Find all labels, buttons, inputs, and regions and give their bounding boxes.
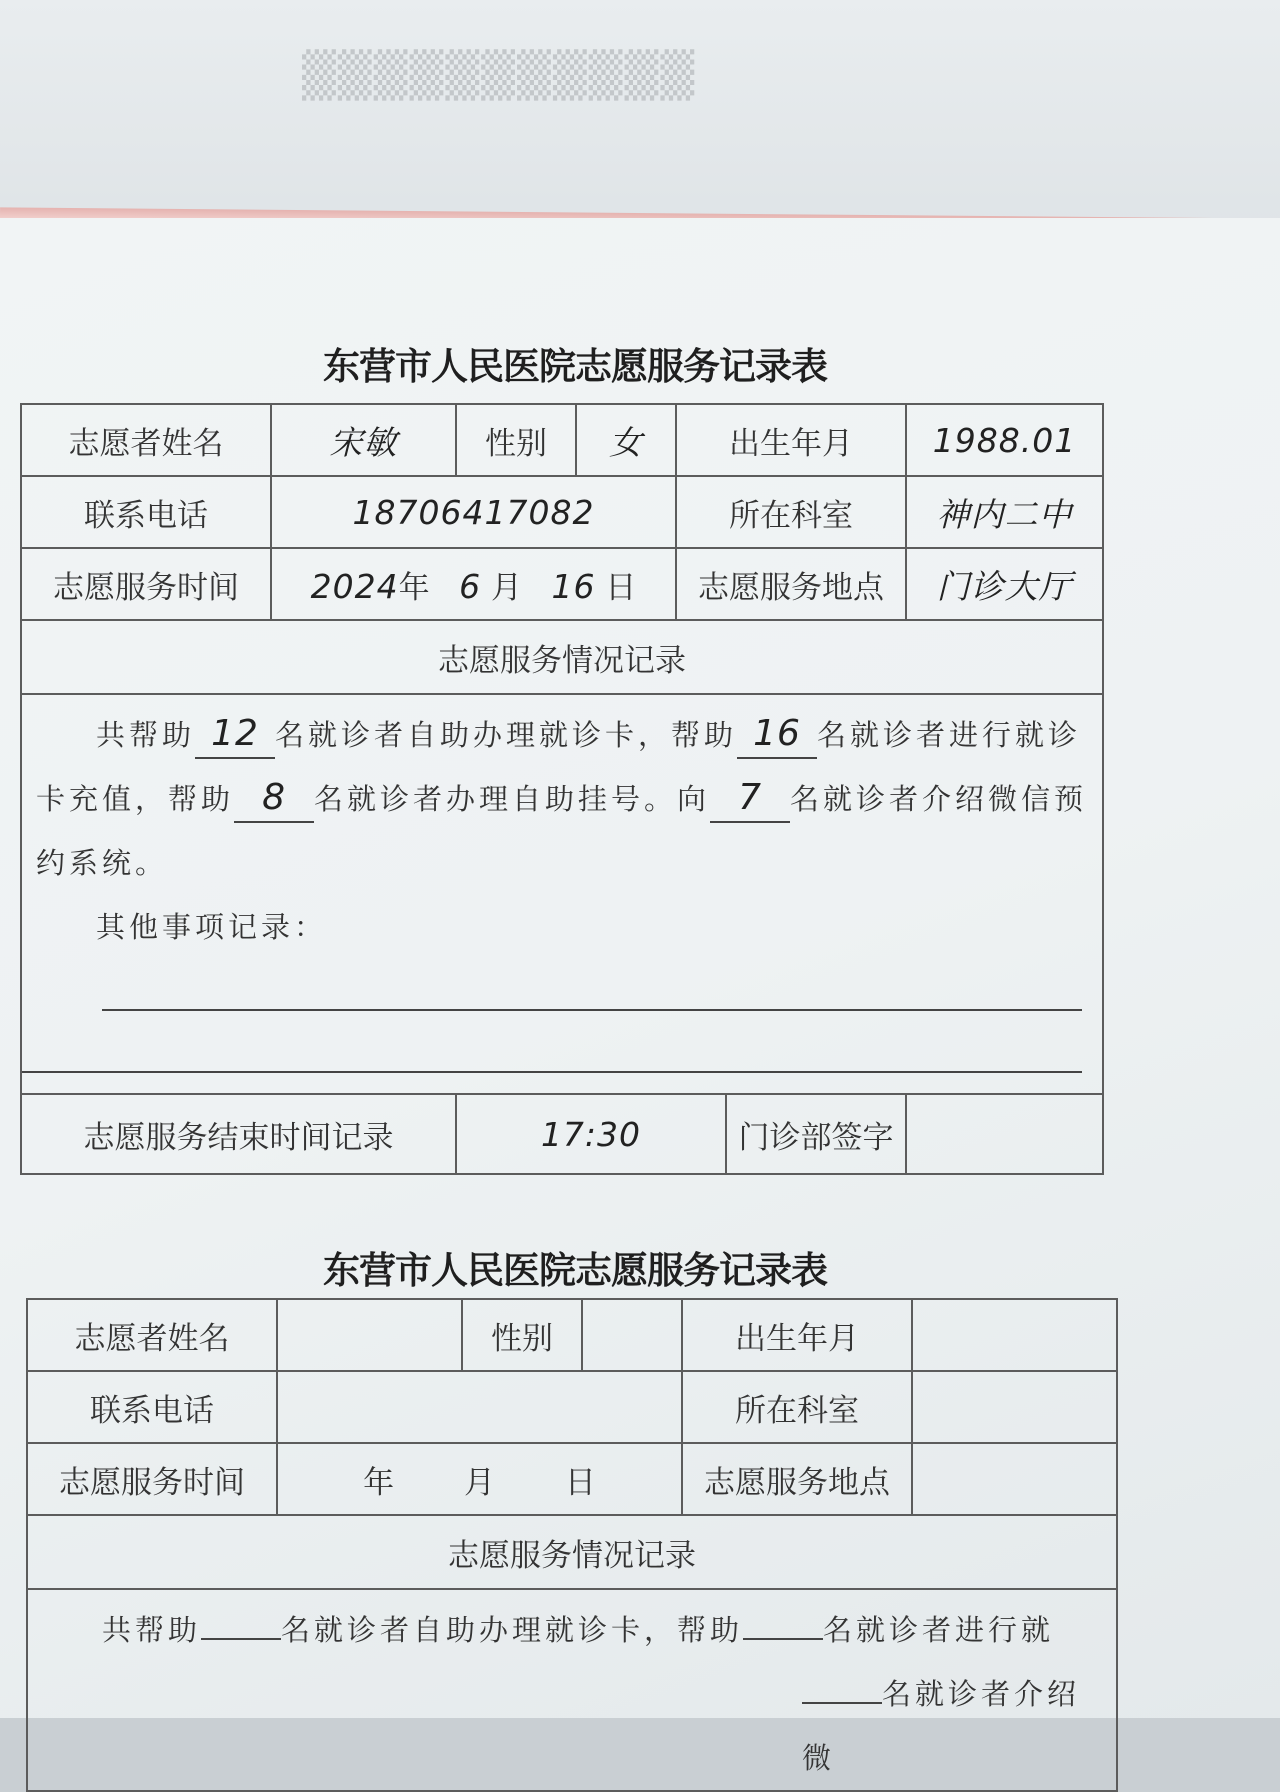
name-label: 志愿者姓名 [27,1299,277,1371]
background-page [0,0,1280,230]
department-value[interactable]: 神内二中 [906,476,1103,548]
service-date-value[interactable]: 2024年 6 月 16 日 [271,548,676,620]
blank-cards[interactable]: 12 [195,712,275,759]
blank-recharge[interactable]: 16 [737,712,817,759]
gender-label: 性别 [462,1299,582,1371]
record-form-filled [20,403,1104,1175]
form-title: 东营市人民医院志愿服务记录表 [323,344,827,388]
blank-registration[interactable]: 8 [234,776,314,823]
birth-label: 出生年月 [676,404,906,476]
record-form-blank [26,1298,1118,1792]
writing-line[interactable] [102,959,1082,1011]
service-record-body [27,1589,1117,1791]
service-time-label: 志愿服务时间 [21,548,271,620]
phone-label: 联系电话 [27,1371,277,1443]
other-items-label: 其他事项记录： [96,910,328,944]
section-heading: 志愿服务情况记录 [27,1515,1117,1589]
blank-wechat[interactable] [802,1702,882,1704]
birth-value[interactable] [912,1299,1117,1371]
location-value[interactable] [912,1443,1117,1515]
gender-label: 性别 [456,404,576,476]
phone-value[interactable]: 18706417082 [271,476,676,548]
end-time-value[interactable]: 17:30 [456,1094,726,1174]
gender-value[interactable]: 女 [576,404,676,476]
form-title: 东营市人民医院志愿服务记录表 [323,1248,827,1292]
name-value[interactable]: 宋敏 [271,404,456,476]
location-label: 志愿服务地点 [676,548,906,620]
gender-value[interactable] [582,1299,682,1371]
blank-cards[interactable] [201,1638,281,1640]
name-value[interactable] [277,1299,462,1371]
section-heading: 志愿服务情况记录 [21,620,1103,694]
end-time-label: 志愿服务结束时间记录 [21,1094,456,1174]
service-time-label: 志愿服务时间 [27,1443,277,1515]
blank-recharge[interactable] [743,1638,823,1640]
department-label: 所在科室 [676,476,906,548]
phone-value[interactable] [277,1371,682,1443]
department-label: 所在科室 [682,1371,912,1443]
bleed-through-text: ▒▒▒▒▒▒▒▒▒▒▒ [300,50,695,101]
name-label: 志愿者姓名 [21,404,271,476]
department-value[interactable] [912,1371,1117,1443]
service-record-body [21,694,1103,1094]
birth-label: 出生年月 [682,1299,912,1371]
phone-label: 联系电话 [21,476,271,548]
writing-line[interactable] [22,1011,1082,1073]
signature-value[interactable] [906,1094,1103,1174]
location-value[interactable]: 门诊大厅 [906,548,1103,620]
service-record-text: 共帮助 名就诊者自助办理就诊卡，帮助 名就诊者进行就 名就诊者介绍微 [102,1613,1081,1775]
service-date-value[interactable]: 年 月 日 [277,1443,682,1515]
birth-value[interactable]: 1988.01 [906,404,1103,476]
blank-wechat[interactable]: 7 [710,776,790,823]
signature-label: 门诊部签字 [726,1094,906,1174]
location-label: 志愿服务地点 [682,1443,912,1515]
paper-sheet [0,218,1280,1775]
service-record-text: 共帮助 12 名就诊者自助办理就诊卡，帮助 16 名就诊者进行就诊卡充值，帮助 8 名就诊者办理自助挂号。向 7 名就诊者介绍微信预约系统。 其他事项记录： [22,695,1102,959]
